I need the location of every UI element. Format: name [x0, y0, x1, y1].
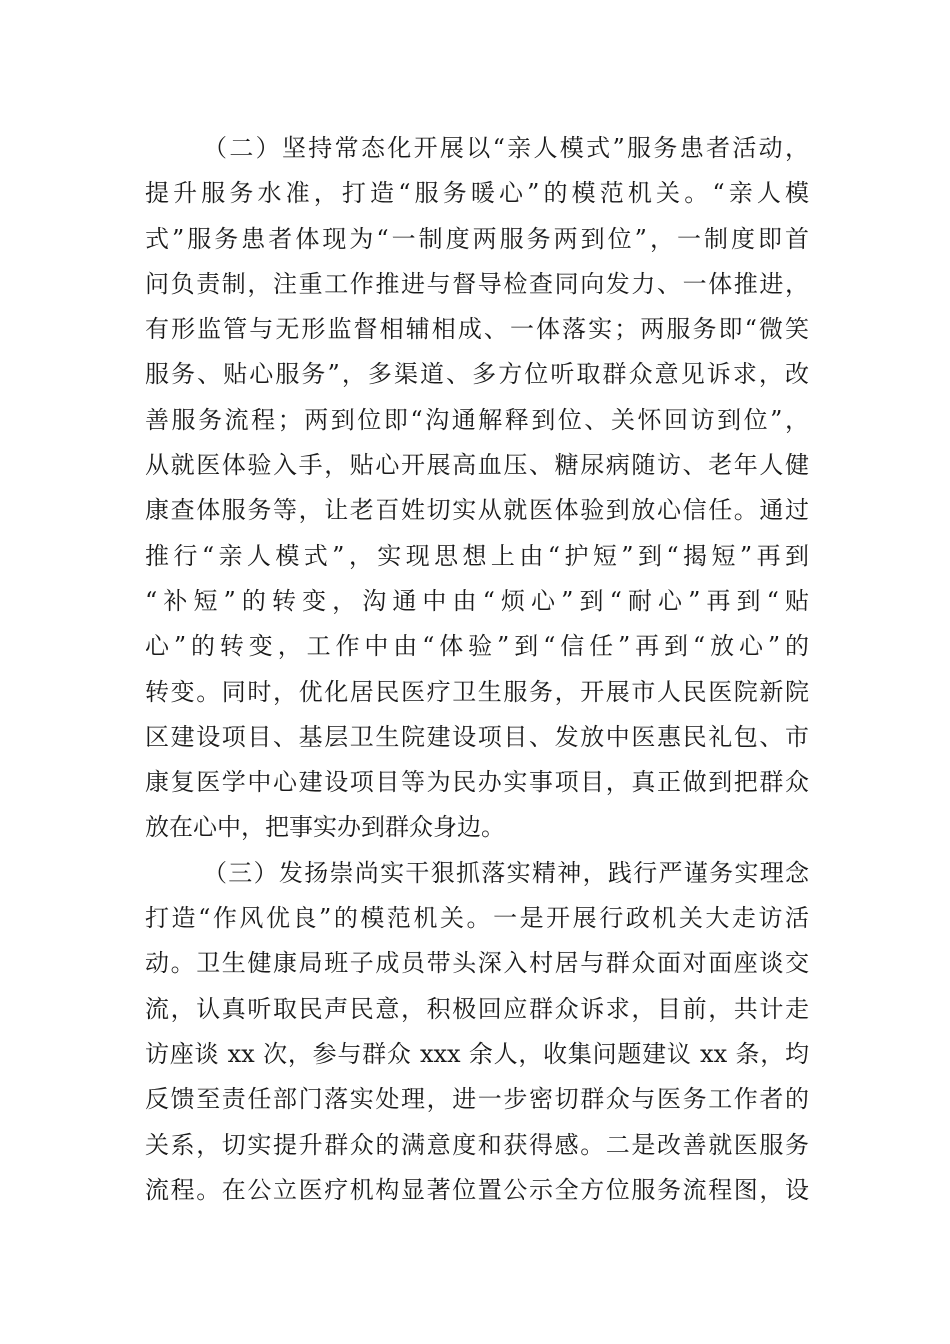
text-line: （二）坚持常态化开展以“亲人模式”服务患者活动， — [203, 134, 809, 162]
text-line: 有形监管与无形监督相辅相成、一体落实；两服务即“微笑 — [145, 315, 809, 344]
text-line: 问负责制，注重工作推进与督导检查同向发力、一体推进， — [145, 269, 809, 298]
text-line: 打造“作风优良”的模范机关。一是开展行政机关大走访活 — [145, 904, 809, 933]
text-line: 式”服务患者体现为“一制度两服务两到位”，一制度即首 — [145, 224, 809, 253]
text-line: 放在心中，把事实办到群众身边。 — [145, 813, 505, 842]
text-line: 服务、贴心服务”，多渠道、多方位听取群众意见诉求，改 — [145, 360, 809, 389]
text-line: 反馈至责任部门落实处理，进一步密切群众与医务工作者的 — [145, 1085, 809, 1114]
text-line: 动。卫生健康局班子成员带头深入村居与群众面对面座谈交 — [145, 949, 809, 978]
paragraph-3 — [145, 851, 809, 1213]
text-line: 推行“亲人模式”，实现思想上由“护短”到“揭短”再到 — [145, 541, 809, 570]
text-line: “补短”的转变，沟通中由“烦心”到“耐心”再到“贴 — [145, 586, 809, 615]
text-line: 访座谈 xx 次，参与群众 xxx 余人，收集问题建议 xx 条，均 — [145, 1039, 809, 1068]
text-line: 流，认真听取民声民意，积极回应群众诉求，目前，共计走 — [145, 994, 809, 1023]
text-line: 康复医学中心建设项目等为民办实事项目，真正做到把群众 — [145, 768, 809, 797]
paragraph-2 — [145, 126, 809, 851]
text-line: 区建设项目、基层卫生院建设项目、发放中医惠民礼包、市 — [145, 722, 809, 751]
text-line: 关系，切实提升群众的满意度和获得感。二是改善就医服务 — [145, 1130, 809, 1159]
text-line: 流程。在公立医疗机构显著位置公示全方位服务流程图，设 — [145, 1175, 809, 1204]
text-line: 康查体服务等，让老百姓切实从就医体验到放心信任。通过 — [145, 496, 809, 525]
text-line: 心”的转变，工作中由“体验”到“信任”再到“放心”的 — [145, 632, 809, 661]
text-line: 善服务流程；两到位即“沟通解释到位、关怀回访到位”， — [145, 405, 809, 434]
text-line: 从就医体验入手，贴心开展高血压、糖尿病随访、老年人健 — [145, 451, 809, 480]
document-body — [145, 126, 809, 1213]
text-line: 转变。同时，优化居民医疗卫生服务，开展市人民医院新院 — [145, 677, 809, 706]
text-line: （三）发扬崇尚实干狠抓落实精神，践行严谨务实理念 — [203, 858, 809, 887]
text-line: 提升服务水准，打造“服务暖心”的模范机关。“亲人模 — [145, 179, 809, 208]
